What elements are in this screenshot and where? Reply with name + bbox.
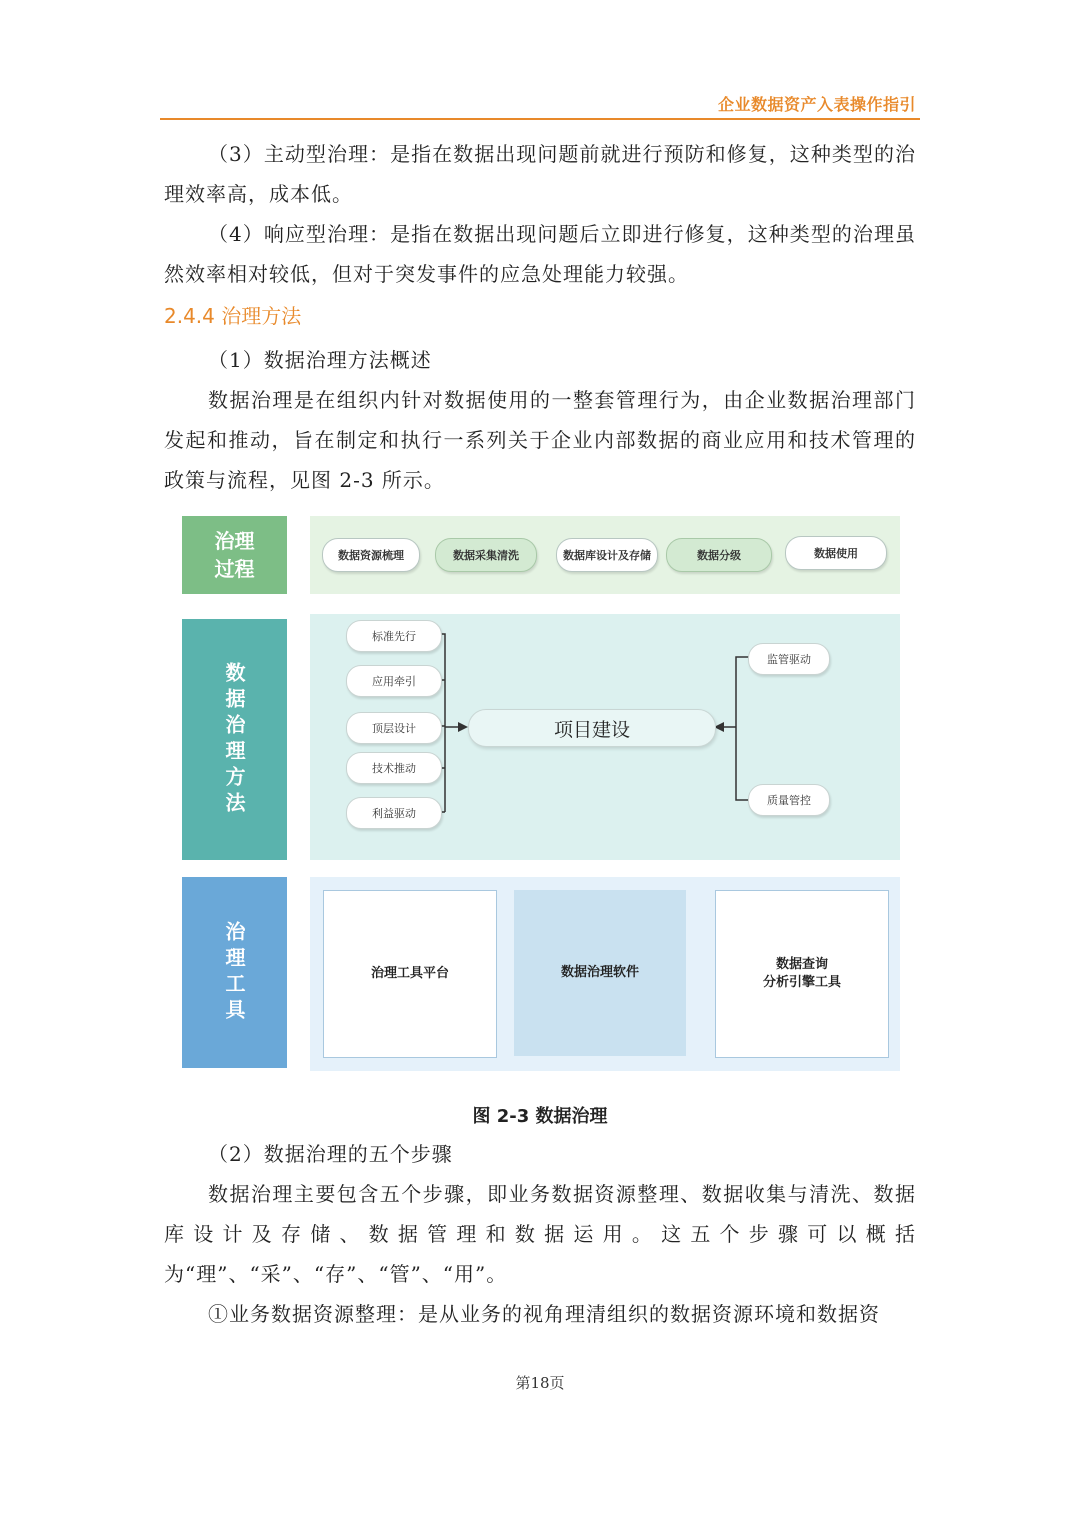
subheading-five-steps: （2）数据治理的五个步骤 (208, 1142, 453, 1166)
paragraph-five-steps: 数据治理主要包含五个步骤，即业务数据资源整理、数据收集与清洗、数据库设计及存储、数据管理和数据运用。这五个步骤可以概括为“理”、“采”、“存”、“管”、“用”。 (164, 1182, 916, 1286)
paragraph-resource-sorting: ①业务数据资源整理：是从业务的视角理清组织的数据资源环境和数据资 (208, 1302, 880, 1326)
paragraph-proactive-governance: （3）主动型治理：是指在数据出现问题前就进行预防和修复，这种类型的治理效率高，成本低。 (164, 142, 916, 206)
method-driver: 应用牵引 (346, 665, 442, 697)
process-step: 数据分级 (666, 538, 772, 572)
process-step: 数据采集清洗 (435, 538, 537, 572)
tool-box: 数据查询 分析引擎工具 (715, 890, 889, 1058)
paragraph-method-overview: 数据治理是在组织内针对数据使用的一整套管理行为，由企业数据治理部门发起和推动，旨在制定和执行一系列关于企业内部数据的商业应用和技术管理的政策与流程，见图 2-3 所示。 (164, 388, 916, 492)
method-driver: 利益驱动 (346, 797, 442, 829)
process-step: 数据资源梳理 (322, 538, 420, 572)
method-driver: 技术推动 (346, 752, 442, 784)
center-project-construction: 项目建设 (468, 709, 716, 747)
method-driver-right: 质量管控 (748, 784, 830, 816)
process-step: 数据库设计及存储 (556, 538, 658, 572)
figure-caption: 图 2-3 数据治理 (472, 1106, 608, 1127)
label-governance-process-text: 治理过程 (214, 529, 255, 581)
subheading-method-overview: （1）数据治理方法概述 (208, 348, 432, 372)
method-driver: 顶层设计 (346, 712, 442, 744)
method-driver: 标准先行 (346, 620, 442, 652)
label-governance-tools-text: 治理工具 (222, 920, 246, 1025)
running-header-title: 企业数据资产入表操作指引 (717, 95, 916, 114)
page-number: 第18页 (515, 1374, 565, 1392)
paragraph-reactive-governance: （4）响应型治理：是指在数据出现问题后立即进行修复，这种类型的治理虽然效率相对较低，但对于突发事件的应急处理能力较强。 (164, 222, 916, 286)
tool-box: 数据治理软件 (514, 890, 686, 1056)
section-heading: 2.4.4 治理方法 (164, 304, 302, 328)
process-step: 数据使用 (785, 536, 887, 570)
tool-box: 治理工具平台 (323, 890, 497, 1058)
label-governance-method-text: 数据治理方法 (222, 661, 246, 818)
method-driver-right: 监管驱动 (748, 643, 830, 675)
